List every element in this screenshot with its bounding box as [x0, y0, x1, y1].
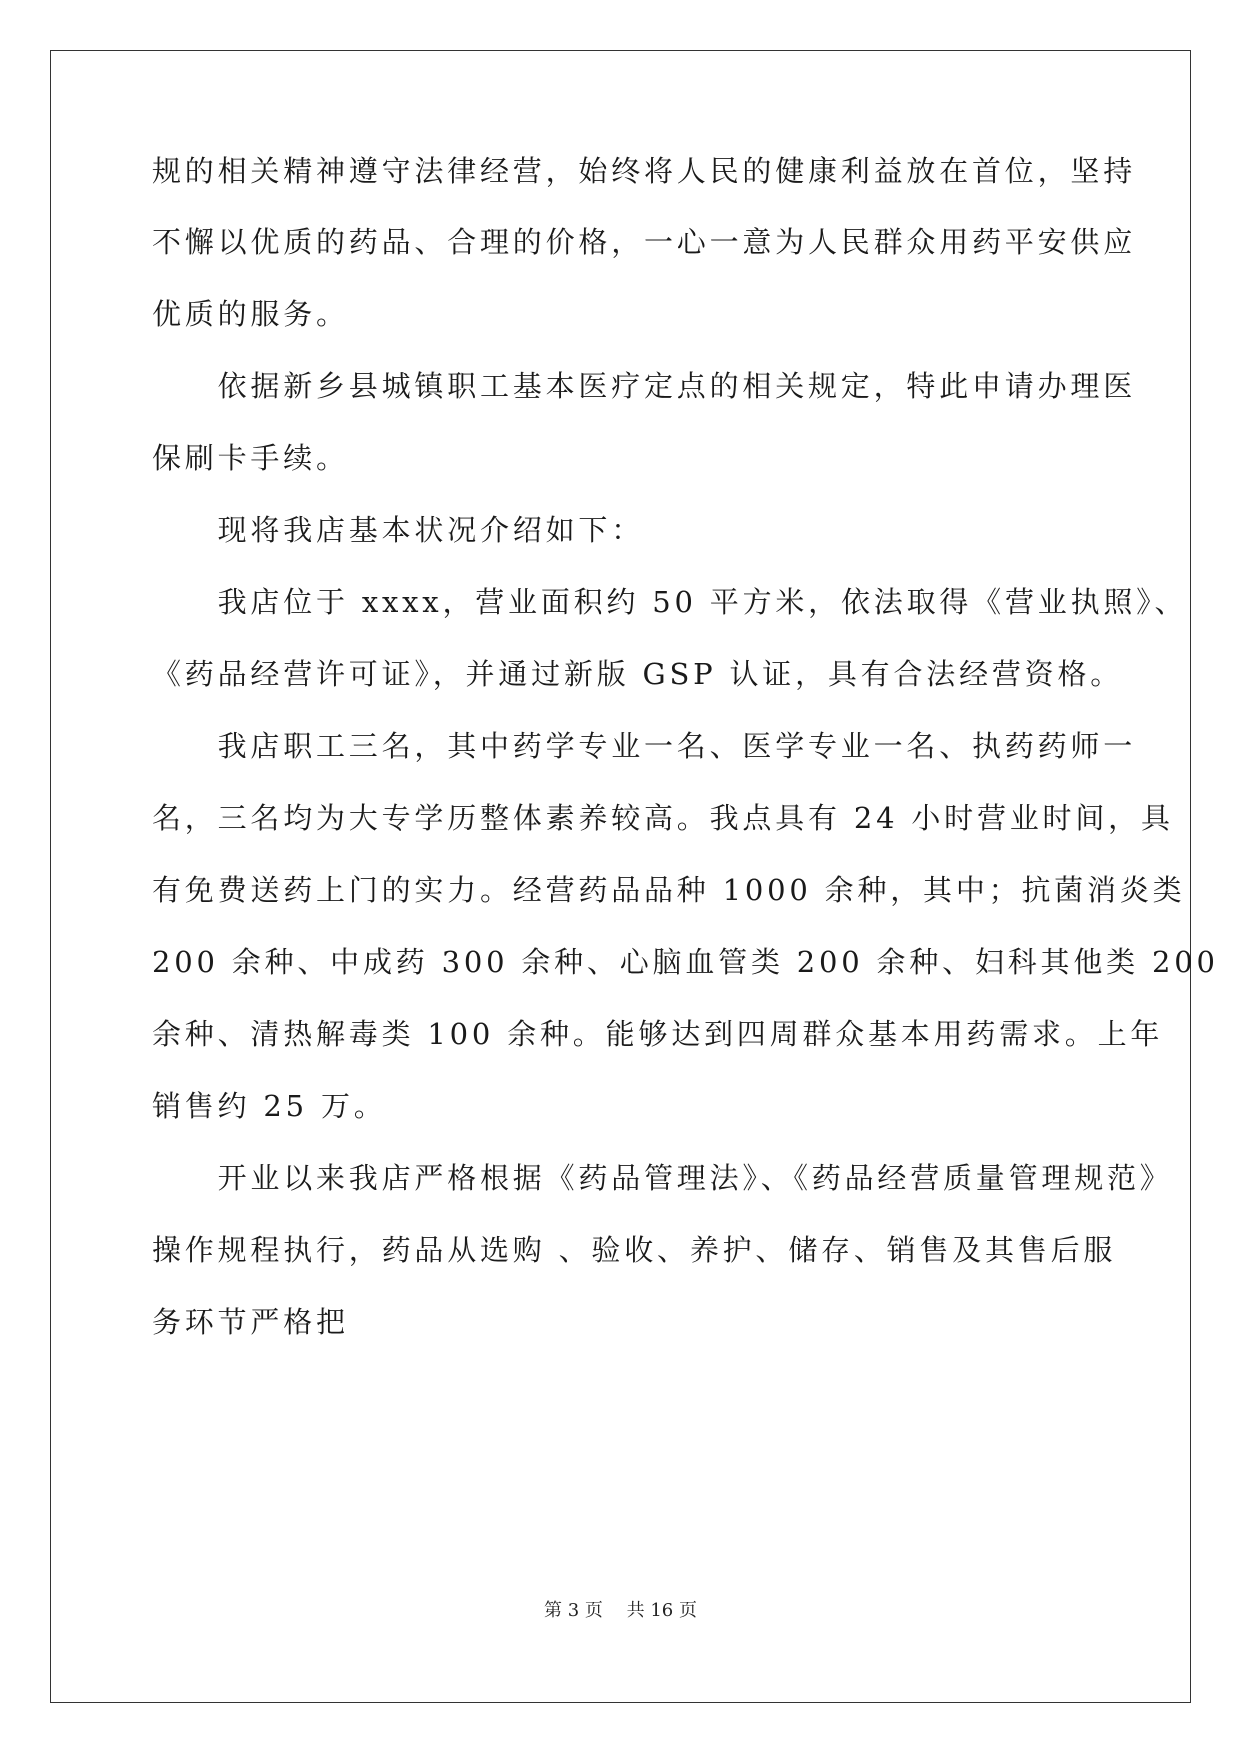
body-text-line: 优质的服务。 [152, 297, 349, 331]
body-text-line: 名，三名均为大专学历整体素养较高。我点具有 24 小时营业时间，具 [152, 801, 1174, 835]
body-text-line: 操作规程执行，药品从选购 、验收、养护、储存、销售及其售后服 [152, 1233, 1117, 1267]
body-text-line: 200 余种、中成药 300 余种、心脑血管类 200 余种、妇科其他类 200 [152, 945, 1219, 979]
body-text-line: 规的相关精神遵守法律经营，始终将人民的健康利益放在首位，坚持 [152, 154, 1137, 188]
body-text-line: 现将我店基本状况介绍如下： [152, 513, 645, 547]
body-text-line: 开业以来我店严格根据《药品管理法》、《药品经营质量管理规范》 [152, 1161, 1173, 1195]
body-text-line: 依据新乡县城镇职工基本医疗定点的相关规定，特此申请办理医 [152, 369, 1137, 403]
body-text-line: 销售约 25 万。 [152, 1089, 387, 1123]
body-text-line: 我店职工三名，其中药学专业一名、医学专业一名、执药药师一 [152, 729, 1137, 763]
body-text-line: 余种、清热解毒类 100 余种。能够达到四周群众基本用药需求。上年 [152, 1017, 1164, 1051]
body-text-line: 不懈以优质的药品、合理的价格，一心一意为人民群众用药平安供应 [152, 225, 1137, 259]
body-text-line: 《药品经营许可证》，并通过新版 GSP 认证，具有合法经营资格。 [152, 657, 1124, 691]
page-footer: 第 3 页 共 16 页 [544, 1600, 697, 1621]
body-text-line: 保刷卡手续。 [152, 441, 349, 475]
body-text-line: 务环节严格把 [152, 1305, 349, 1339]
body-text-line: 有免费送药上门的实力。经营药品品种 1000 余种，其中；抗菌消炎类 [152, 873, 1186, 907]
body-text-line: 我店位于 xxxx，营业面积约 50 平方米，依法取得《营业执照》、 [152, 585, 1188, 619]
